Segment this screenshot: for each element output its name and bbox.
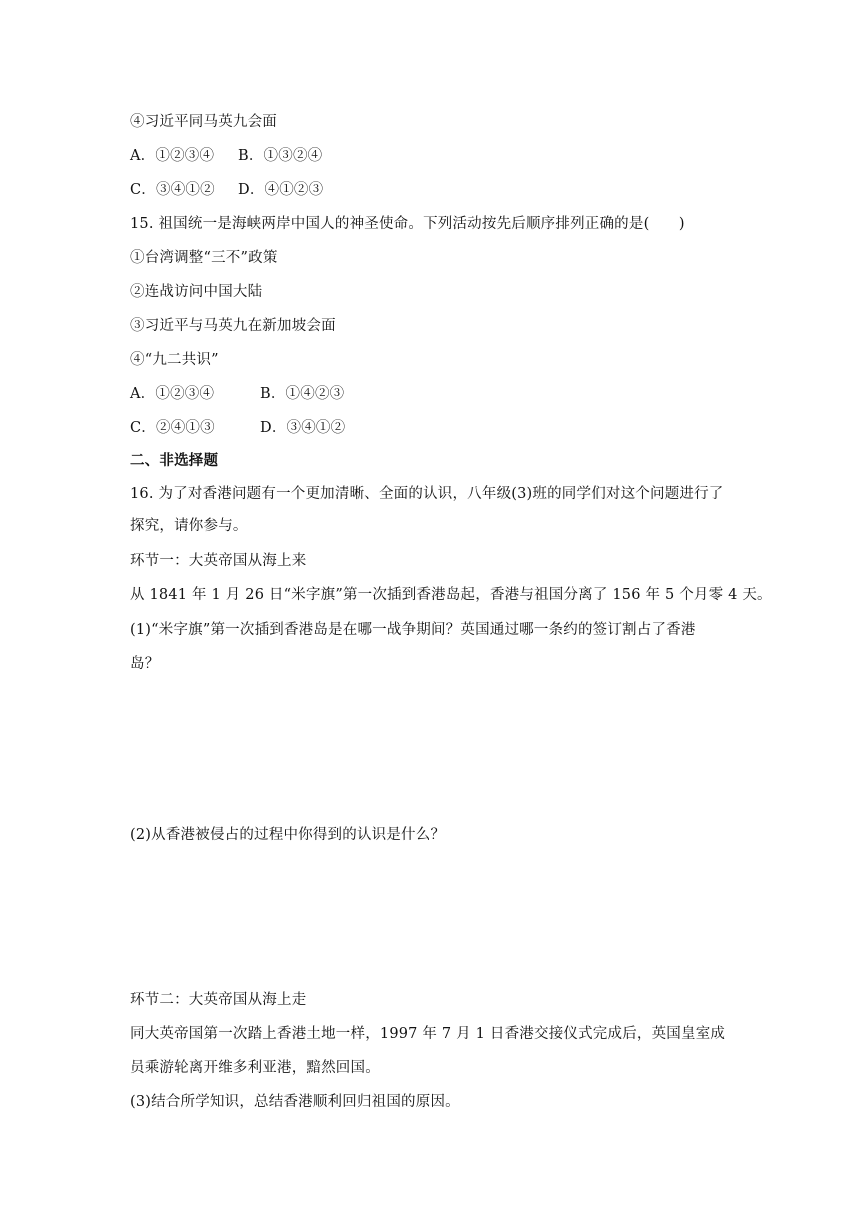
q15-option-c: C．②④①③ — [130, 420, 215, 436]
q15-options-row-1 — [130, 384, 344, 404]
section-heading: 二、非选择题 — [130, 452, 219, 469]
q14-option-b: B．①③②④ — [238, 148, 323, 164]
q15-item-3: ③习近平与马英九在新加坡会面 — [130, 318, 336, 334]
q16-question-1-line-2: 岛？ — [130, 656, 160, 672]
q14-option-c: C．③④①② — [130, 182, 215, 198]
q16-part2-text-line-1: 同大英帝国第一次踏上香港土地一样，1997 年 7 月 1 日香港交接仪式完成后，英国皇室成 — [130, 1026, 726, 1042]
q16-stem-line-1: 16. 为了对香港问题有一个更加清晰、全面的认识，八年级(3)班的同学们对这个问题进行了 — [130, 486, 724, 502]
q15-item-2: ②连战访问中国大陆 — [130, 284, 263, 300]
q16-stem-line-2: 探究，请你参与。 — [130, 518, 248, 534]
q15-options-row-2 — [130, 418, 345, 438]
q15-option-a: A．①②③④ — [130, 386, 215, 402]
q14-option-a: A．①②③④ — [130, 148, 215, 164]
q14-item-4: ④习近平同马英九会面 — [130, 114, 277, 130]
q16-part2-title: 环节二：大英帝国从海上走 — [130, 992, 307, 1008]
q14-options-row-1 — [130, 146, 322, 166]
q16-question-2: (2)从香港被侵占的过程中你得到的认识是什么？ — [130, 827, 446, 843]
q16-part1-title: 环节一：大英帝国从海上来 — [130, 553, 307, 569]
q16-question-1-line-1: (1)“米字旗”第一次插到香港岛是在哪一战争期间？英国通过哪一条约的签订割占了香港 — [130, 622, 696, 638]
q16-part1-text: 从 1841 年 1 月 26 日“米字旗”第一次插到香港岛起，香港与祖国分离了 156 年 5 个月零 4 天。 — [130, 587, 772, 603]
q14-option-d: D．④①②③ — [238, 182, 324, 198]
q14-options-row-2 — [130, 180, 323, 200]
q16-question-3: (3)结合所学知识，总结香港顺利回归祖国的原因。 — [130, 1094, 460, 1110]
q16-part2-text-line-2: 员乘游轮离开维多利亚港，黯然回国。 — [130, 1060, 380, 1076]
q15-item-1: ①台湾调整“三不”政策 — [130, 250, 278, 266]
q15-option-b: B．①④②③ — [260, 386, 345, 402]
q15-option-d: D．③④①② — [260, 420, 346, 436]
q15-stem: 15. 祖国统一是海峡两岸中国人的神圣使命。下列活动按先后顺序排列正确的是( ) — [130, 216, 685, 232]
q15-item-4: ④“九二共识” — [130, 352, 219, 368]
